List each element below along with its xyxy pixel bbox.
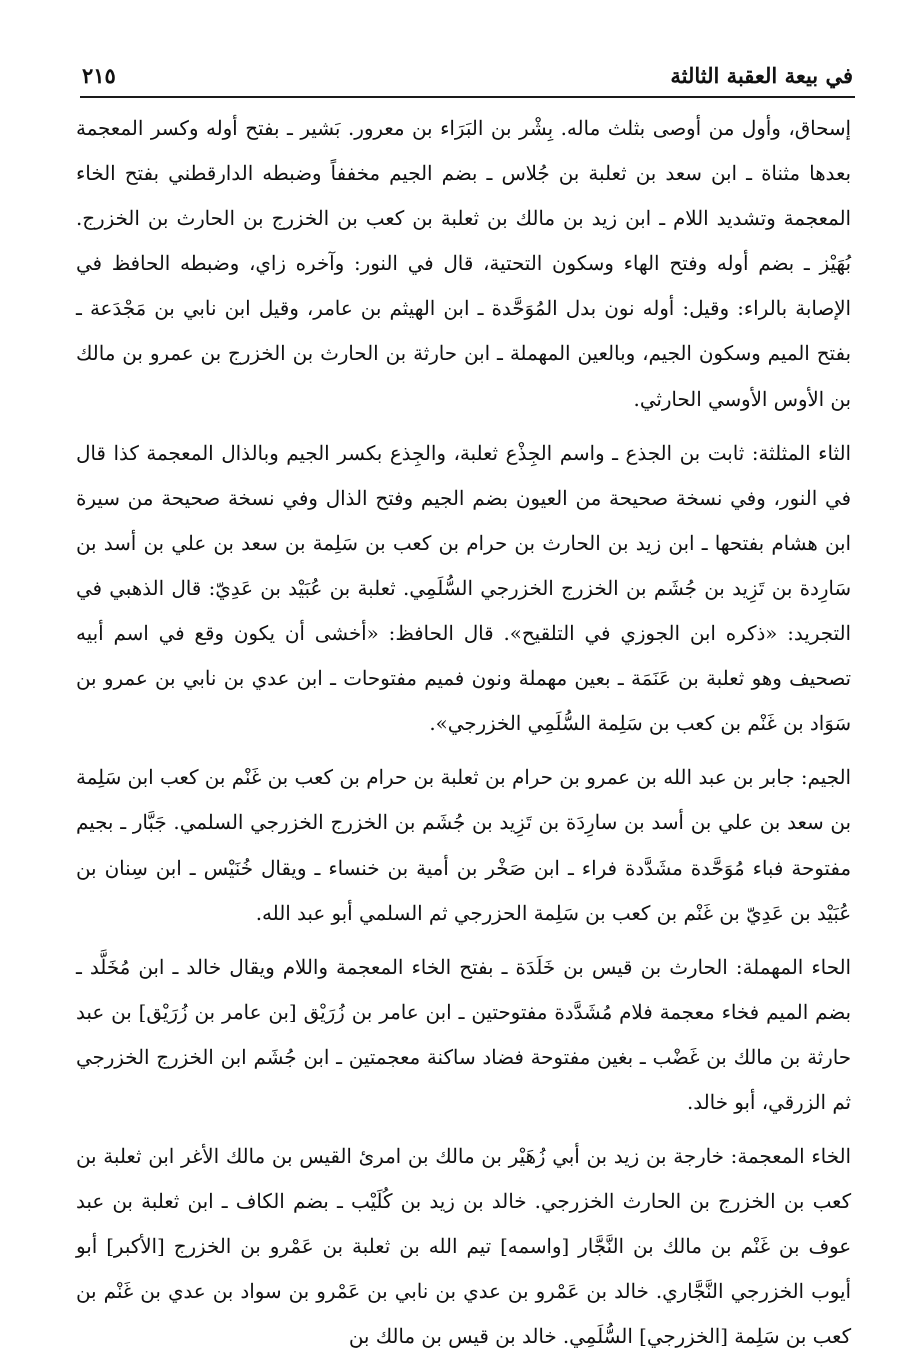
- paragraph: الخاء المعجمة: خارجة بن زيد بن أبي زُهَيْر بن مالك بن امرئ القيس بن مالك الأغر ابن ثعلبة بن كعب بن الخزرج بن الحارث الخزرجي. خالد بن زيد بن كُلَيْب ـ بضم الكاف ـ ابن ثعلبة بن عبد عوف بن غَنْم بن مالك بن النَّجَّار [واسمه] تيم الله بن ثعلبة بن عَمْرو بن الخزرج [الأكبر] أبو أيوب الخزرجي النَّجَّاري. خالد بن عَمْرو بن عدي بن نابي بن عَمْرو بن سواد بن عدي بن غَنْم بن كعب بن سَلِمة [الخزرجي] السُّلَمِي. خالد بن قيس بن مالك بن: [76, 1145, 851, 1349]
- paragraph: الحاء المهملة: الحارث بن قيس بن خَلَدَة ـ بفتح الخاء المعجمة واللام ويقال خالد ـ ابن مُخَلَّد ـ بضم الميم فخاء معجمة فلام مُشَدَّدة مفتوحتين ـ ابن عامر بن زُرَيْق [بن عامر بن زُرَيْق] بن عبد حارثة بن مالك بن غَضْب ـ بغين مفتوحة فضاد ساكنة معجمتين ـ ابن جُشَم ابن الخزرج الخزرجي ثم الزرقي، أبو خالد.: [76, 955, 851, 1114]
- running-title: في بيعة العقبة الثالثة: [670, 62, 853, 88]
- header-divider: [80, 96, 855, 98]
- page-body: [76, 106, 851, 1360]
- page-header: [82, 55, 853, 95]
- page-number: ٢١٥: [82, 62, 116, 88]
- paragraph: الجيم: جابر بن عبد الله بن عمرو بن حرام بن ثعلبة بن حرام بن كعب بن غَنْم بن كعب ابن سَلِمة بن سعد بن علي بن أسد بن سارِدَة بن تَزِيد بن جُشَم بن الخزرج الخزرجي السلمي. جَبَّار ـ بجيم مفتوحة فباء مُوَحَّدة مشَدَّدة فراء ـ ابن صَخْر بن أمية بن خنساء ـ ويقال خُنَيْس ـ ابن سِنان بن عُبَيْد بن عَدِيّ بن غَنْم بن كعب بن سَلِمة الحزرجي ثم السلمي أبو عبد الله.: [76, 766, 851, 925]
- paragraph: إسحاق، وأول من أوصى بثلث ماله. بِشْر بن البَرَاء بن معرور. بَشير ـ بفتح أوله وكسر المعجمة بعدها مثناة ـ ابن سعد بن ثعلبة بن جُلاس ـ بضم الجيم مخففاً وضبطه الدارقطني بفتح الخاء المعجمة وتشديد اللام ـ ابن زيد بن مالك بن ثعلبة بن كعب بن الخزرج بن الحارث بن الخزرج. بُهَيْز ـ بضم أوله وفتح الهاء وسكون التحتية، قال في النور: وآخره زاي، وضبطه الحافظ في الإصابة بالراء: وقيل: أوله نون بدل المُوَحَّدة ـ ابن الهيثم بن عامر، وقيل ابن نابي بن مَجْدَعة ـ بفتح الميم وسكون الجيم، وبالعين المهملة ـ ابن حارثة بن الحارث بن الخزرج بن عمرو بن مالك بن الأوس الأوسي الحارثي.: [76, 117, 851, 411]
- paragraph: الثاء المثلثة: ثابت بن الجذع ـ واسم الجِذْع ثعلبة، والجِذع بكسر الجيم وبالذال المعجمة كذا قال في النور، وفي نسخة صحيحة من العيون بضم الجيم وفتح الذال وفي نسخة صحيحة من سيرة ابن هشام بفتحها ـ ابن زيد بن الحارث بن حرام بن كعب بن سَلِمة بن سعد بن علي بن أسد بن سَارِدة بن تَزِيد بن جُشَم بن الخزرج الخزرجي السُّلَمِي. ثعلبة بن عُبَيْد بن عَدِيّ: قال الذهبي في التجريد: «ذكره ابن الجوزي في التلقيح». قال الحافظ: «أخشى أن يكون وقع في اسم أبيه تصحيف وهو ثعلبة بن عَنَمَة ـ بعين مهملة ونون فميم مفتوحات ـ ابن عدي بن نابي بن عمرو بن سَوَاد بن غَنْم بن كعب بن سَلِمة السُّلَمِي الخزرجي».: [76, 441, 851, 736]
